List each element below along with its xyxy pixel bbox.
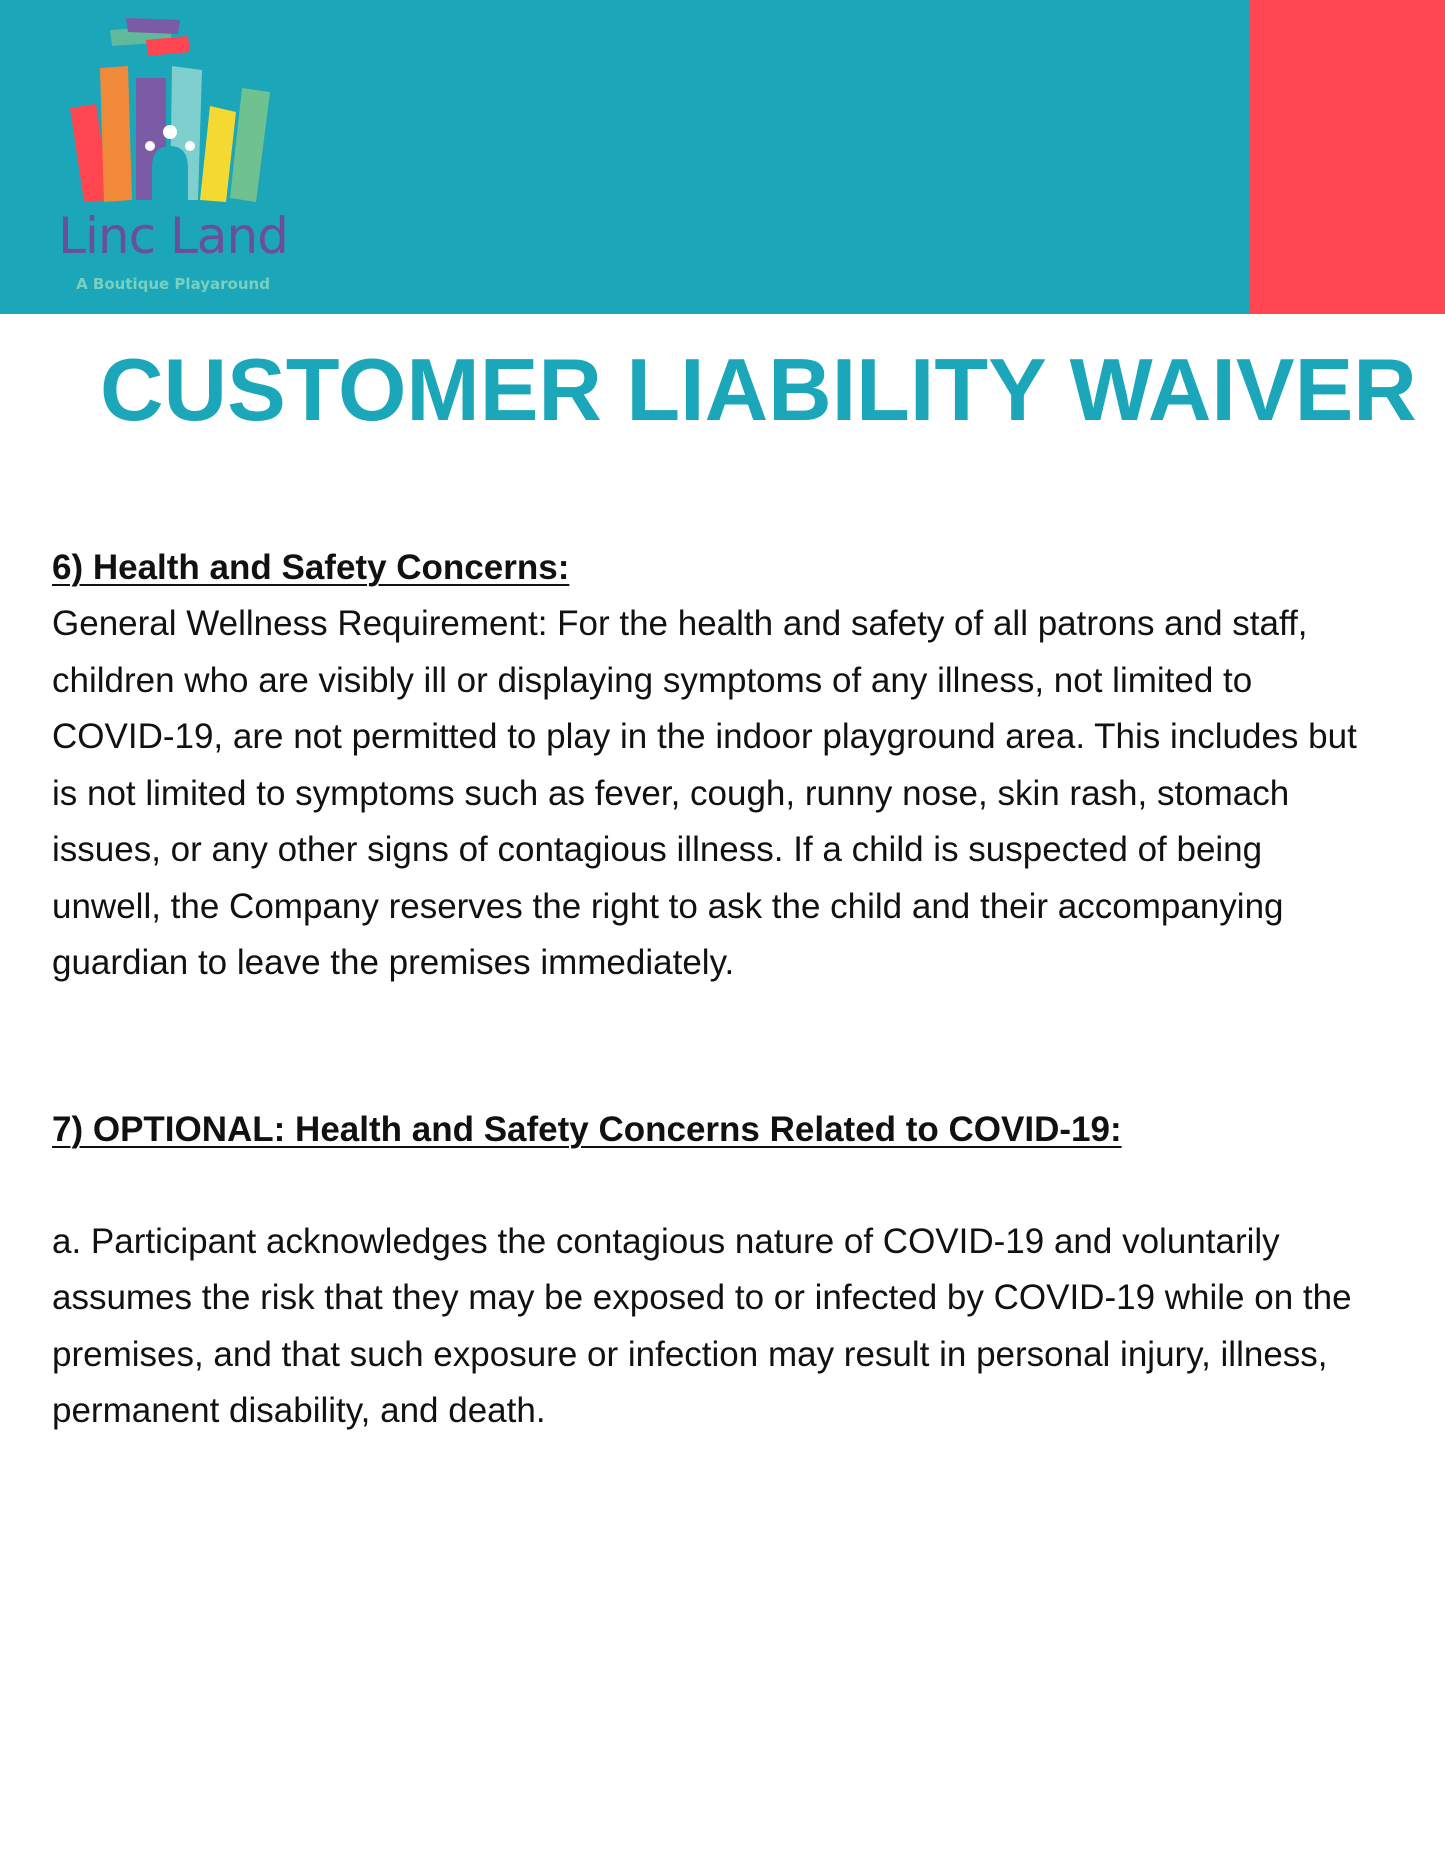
page-title: CUSTOMER LIABILITY WAIVER — [100, 340, 1417, 439]
section-paragraph: a. Participant acknowledges the contagious nature of COVID-19 and voluntarily assumes the risk that they may be exposed to or infected by COVID-19 while on the premises, and that such exposure or infection may result in personal injury, illness, permanent disability, and death. — [52, 1221, 1352, 1430]
brand-logo — [58, 18, 298, 298]
section-covid-19 — [52, 1102, 1372, 1440]
building-blocks-icon — [58, 18, 298, 208]
section-paragraph: General Wellness Requirement: For the health and safety of all patrons and staff, children who are visibly ill or displaying symptoms of any illness, not limited to COVID-19, are not permitted to play in the indoor playground area. This includes but is not limited to symptoms such as fever, cough, runny nose, skin rash, stomach issues, or any other signs of contagious illness. If a child is suspected of being unwell, the Company reserves the right to ask the child and their accompanying guardian to leave the premises immediately. — [52, 604, 1357, 982]
brand-tagline: A Boutique Playaround — [76, 275, 270, 293]
header-accent-block — [1250, 0, 1445, 314]
heading-spacer — [52, 1158, 1372, 1214]
section-health-safety — [52, 540, 1372, 992]
section-spacer — [52, 992, 1372, 1102]
section-heading: 6) Health and Safety Concerns: — [52, 548, 570, 587]
section-heading: 7) OPTIONAL: Health and Safety Concerns Related to COVID-19: — [52, 1109, 1122, 1149]
brand-name: Linc Land — [58, 207, 288, 265]
document-body — [52, 540, 1372, 1440]
